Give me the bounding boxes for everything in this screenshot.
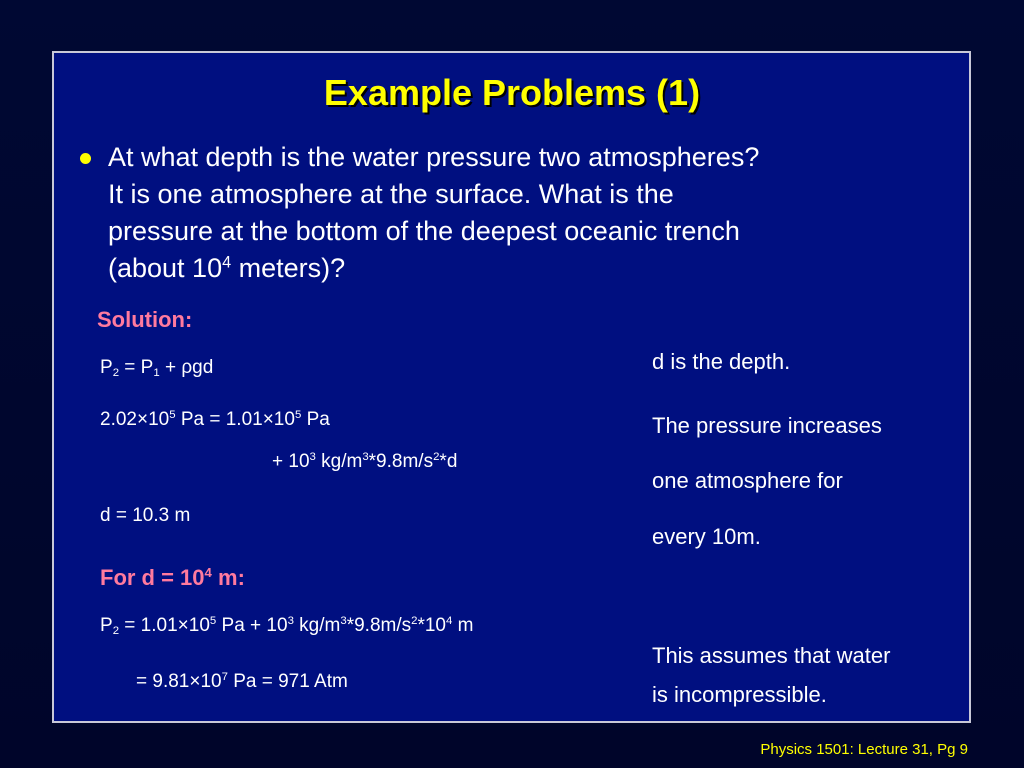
question-line-1: At what depth is the water pressure two atmospheres? <box>108 142 760 172</box>
equation-trench: $P_2 = 1.01\times 10^5$ $Pa + 10^3$ $kg/m^3*9.8m/s^2*10^4$ m <box>100 615 474 637</box>
equation-pressure: $P_2 = P_1 + \rho gd$ <box>100 357 214 379</box>
note-assume-2: is incompressible. <box>652 682 827 707</box>
note-depth: d is the depth. <box>652 349 791 374</box>
equation-two-atm: $2.02\times 10^5$ $Pa = 1.01\times 10^5$ Pa <box>100 409 330 430</box>
note-increase-1: The pressure increases <box>652 413 882 438</box>
note-increase-2: one atmosphere for <box>652 468 843 493</box>
question-line-2: It is one atmosphere at the surface. What is the <box>108 179 674 209</box>
solution-label: Solution: <box>97 307 193 332</box>
for-depth-label: For $d = 10^4$ m: <box>100 565 245 590</box>
bullet-icon <box>80 153 91 164</box>
question-line-3: pressure at the bottom of the deepest oceanic trench <box>108 216 740 246</box>
note-assume-1: This assumes that water <box>652 643 891 668</box>
question-line-4: (about $10^4$ meters)? <box>108 253 346 283</box>
question-text <box>108 139 948 287</box>
trench-result: = $9.81\times 10^7$ Pa = 971 Atm <box>136 671 348 692</box>
note-increase-3: every 10m. <box>652 524 761 549</box>
equation-two-atm-continued: + $10^3$ $kg/m^3*9.8m/s^2*d$ <box>272 451 458 472</box>
slide-title: Example Problems (1) <box>323 72 701 113</box>
depth-result: d = 10.3 m <box>100 505 191 526</box>
slide-footer: Physics 1501: Lecture 31, Pg 9 <box>760 741 968 758</box>
